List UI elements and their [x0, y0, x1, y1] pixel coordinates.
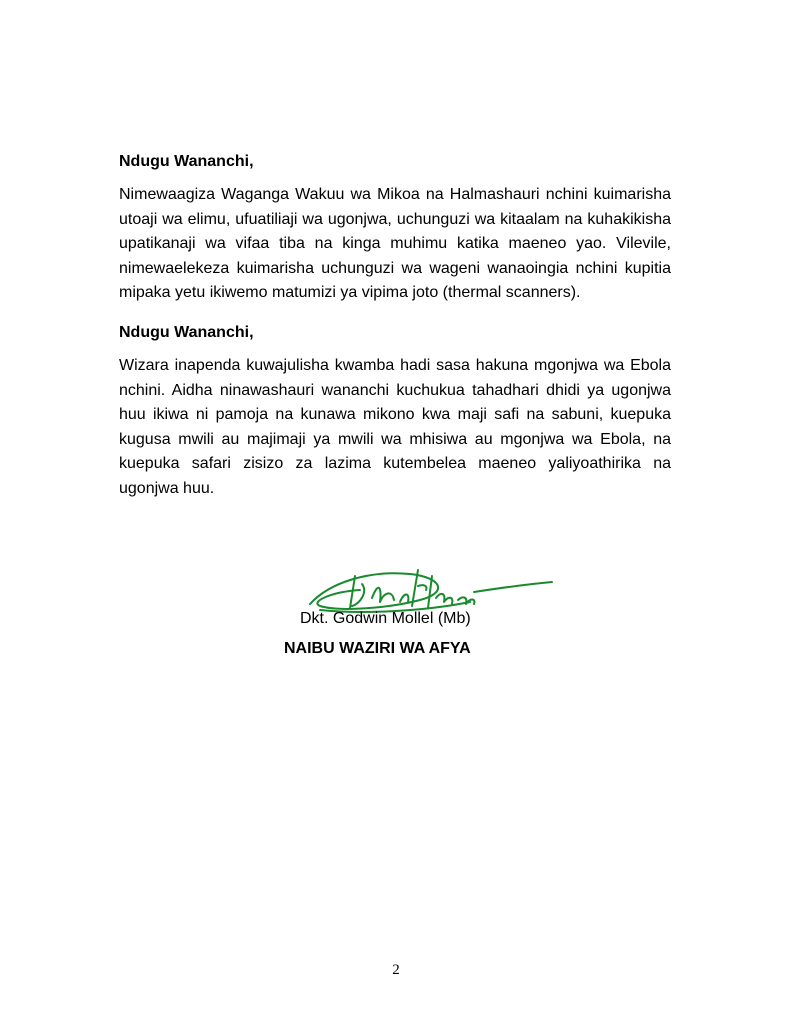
section-paragraph: Wizara inapenda kuwajulisha kwamba hadi sasa hakuna mgonjwa wa Ebola nchini. Aidha ninawashauri wananchi kuchukua tahadhari dhidi ya ugonjwa huu ikiwa ni pamoja na kunawa mikono kwa maji safi na sabuni, kuepuka kugusa mwili au majimaji ya mwili wa mhisiwa au mgonjwa wa Ebola, na kuepuka safari zisizo za lazima kutembelea maeneo yaliyoathirika na ugonjwa huu.	[119, 356, 671, 497]
signer-title: NAIBU WAZIRI WA AFYA	[284, 640, 471, 657]
section-heading: Ndugu Wananchi,	[119, 323, 254, 341]
section-2	[119, 321, 671, 502]
document-body	[119, 150, 671, 502]
page-number: 2	[392, 962, 400, 978]
section-heading: Ndugu Wananchi,	[119, 153, 254, 170]
section-1	[119, 150, 671, 306]
section-paragraph: Nimewaagiza Waganga Wakuu wa Mikoa na Halmashauri nchini kuimarisha utoaji wa elimu, ufuatiliaji wa ugonjwa, uchunguzi wa kitaalam na kuhakikisha upatikanaji wa vifaa tiba na kinga muhimu katika maeneo yao. Vilevile, nimewaelekeza kuimarisha uchunguzi wa wageni wanaoingia nchini kupitia mipaka yetu ikiwemo matumizi ya vipima joto (thermal scanners).	[119, 186, 671, 302]
signer-name: Dkt. Godwin Mollel (Mb)	[300, 610, 471, 627]
